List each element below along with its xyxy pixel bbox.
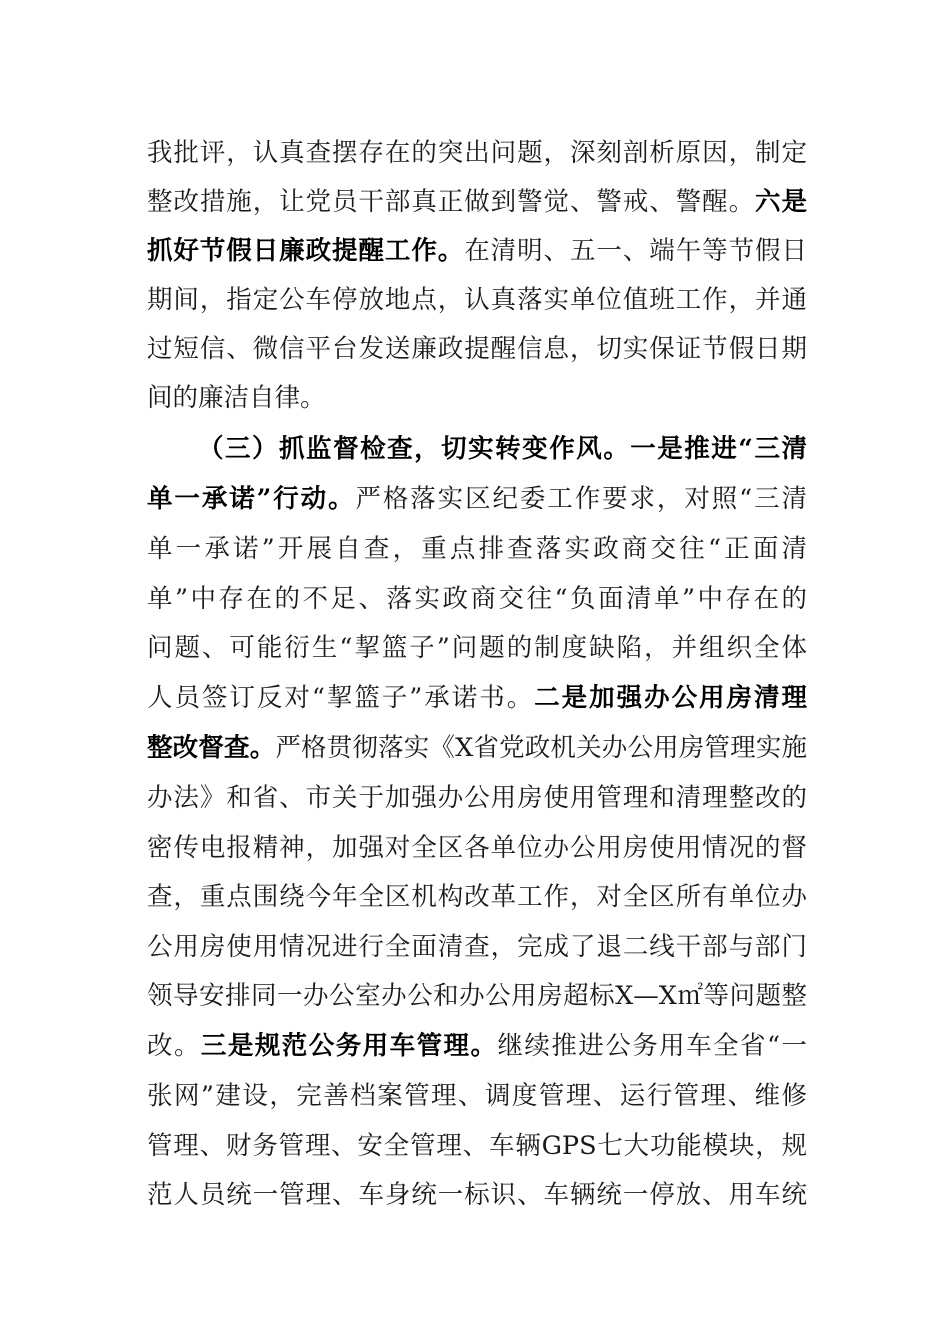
text-line	[147, 872, 807, 922]
text-span: 公用房使用情况进行全面清查，完成了退二线干部与部门	[147, 932, 807, 962]
text-span: 过短信、微信平台发送廉政提醒信息，切实保证节假日期	[147, 334, 807, 364]
text-line	[147, 673, 807, 723]
bold-text-span: 整改督查。	[147, 733, 276, 763]
text-line	[147, 823, 807, 873]
text-line	[147, 1121, 807, 1171]
text-span: 改。	[147, 1031, 201, 1061]
text-span: 间的廉洁自律。	[147, 383, 326, 413]
text-span: 严格贯彻落实《X省党政机关办公用房管理实施	[275, 733, 807, 763]
text-line	[147, 773, 807, 823]
bold-text-span: （三）抓监督检查，切实转变作风。一是推进“三清	[198, 434, 807, 464]
bold-text-span: 二是加强办公用房清理	[534, 683, 807, 713]
text-line	[147, 275, 807, 325]
text-span: 严格落实区纪委工作要求，对照“三清	[355, 484, 807, 514]
text-span: 期间，指定公车停放地点，认真落实单位值班工作，并通	[147, 285, 807, 315]
text-span: 问题、可能衍生“挈篮子”问题的制度缺陷，并组织全体	[147, 633, 807, 663]
text-line	[147, 373, 807, 423]
text-line	[147, 971, 807, 1021]
text-span: 人员签订反对“挈篮子”承诺书。	[147, 683, 535, 713]
bold-text-span: 抓好节假日廉政提醒工作。	[147, 236, 465, 266]
text-line	[147, 623, 807, 673]
text-line	[198, 424, 807, 474]
text-span: 密传电报精神，加强对全区各单位办公用房使用情况的督	[147, 833, 807, 863]
text-line	[147, 226, 807, 276]
text-span: 单一承诺”开展自查，重点排查落实政商交往“正面清	[147, 534, 807, 564]
bold-text-span: 单一承诺”行动。	[147, 484, 356, 514]
text-line	[147, 324, 807, 374]
text-line	[147, 1071, 807, 1121]
text-line	[147, 723, 807, 773]
text-line	[147, 524, 807, 574]
text-line	[147, 922, 807, 972]
text-span: 在清明、五一、端午等节假日	[464, 236, 807, 266]
text-span: 范人员统一管理、车身统一标识、车辆统一停放、用车统	[147, 1180, 807, 1210]
text-span: 张网”建设，完善档案管理、调度管理、运行管理、维修	[147, 1081, 807, 1111]
text-line	[147, 474, 807, 524]
text-span: 单”中存在的不足、落实政商交往“负面清单”中存在的	[147, 584, 807, 614]
text-line	[147, 1170, 807, 1220]
text-span: 继续推进公务用车全省“一	[497, 1031, 807, 1061]
text-span: 领导安排同一办公室办公和办公用房超标X—X㎡等问题整	[147, 981, 807, 1011]
bold-text-span: 三是规范公务用车管理。	[200, 1031, 498, 1061]
text-line	[147, 1021, 807, 1071]
text-span: 整改措施，让党员干部真正做到警觉、警戒、警醒。	[147, 187, 756, 217]
text-line	[147, 574, 807, 624]
text-span: 查，重点围绕今年全区机构改革工作，对全区所有单位办	[147, 882, 807, 912]
text-line	[147, 128, 807, 178]
text-span: 管理、财务管理、安全管理、车辆GPS七大功能模块，规	[147, 1131, 807, 1161]
bold-text-span: 六是	[755, 187, 807, 217]
text-line	[147, 177, 807, 227]
text-span: 我批评，认真查摆存在的突出问题，深刻剖析原因，制定	[147, 138, 807, 168]
text-span: 办法》和省、市关于加强办公用房使用管理和清理整改的	[147, 783, 807, 813]
